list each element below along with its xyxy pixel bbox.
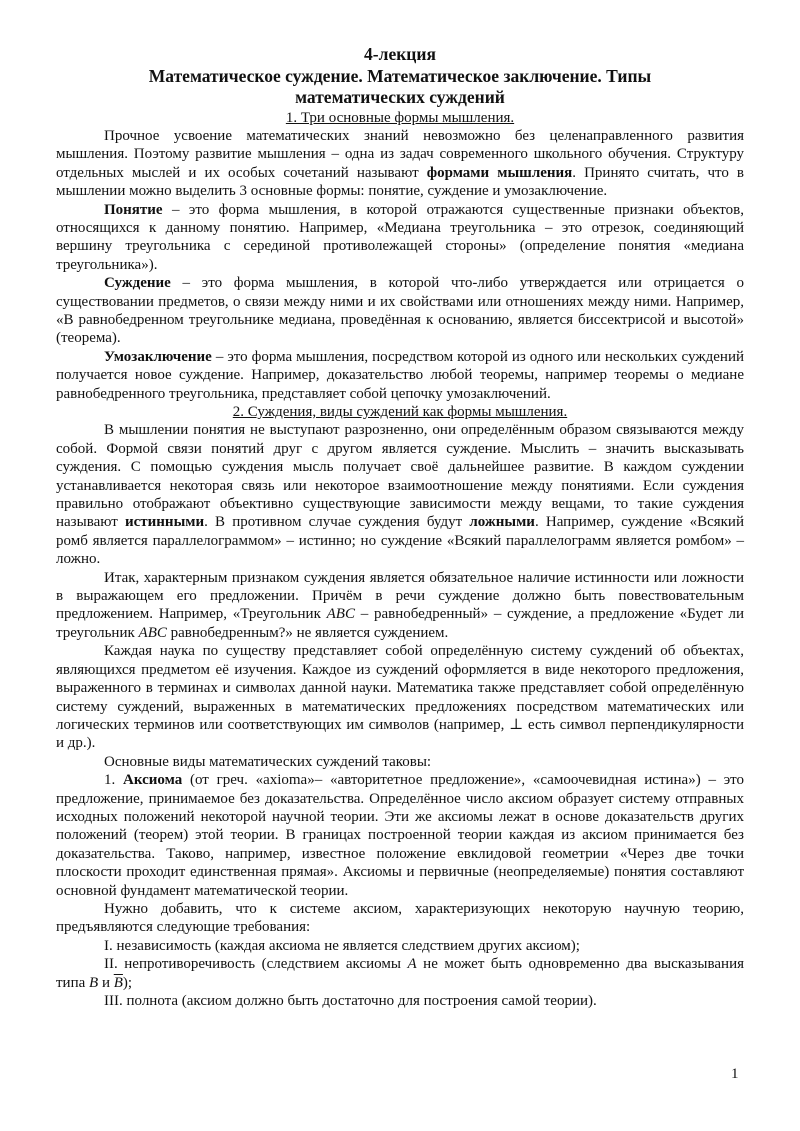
math-b: B bbox=[89, 974, 99, 991]
text: . Принято считать, что в мышлении можно выделить 3 основные формы: понятие, суждение и умозаключение. bbox=[56, 164, 744, 200]
text: не может быть одновременно два высказывания типа bbox=[56, 956, 745, 991]
text: – это форма мышления, посредством которой из одного или нескольких суждений получается новое суждение. Например, доказательство любой теоремы, например теоремы о медиане равнобедренного треугольника, представляет собой цепочку умозаключений. bbox=[56, 348, 744, 402]
text: Итак, характерным признаком суждения является обязательное наличие истинности или ложности в выражающем его предложении. Причём в речи суждение должно быть повествовательным предложением. Например, «Треугольник bbox=[56, 569, 744, 623]
paragraph-truth-feature bbox=[56, 569, 744, 643]
title-line-2: математических суждений bbox=[295, 87, 505, 107]
text: . В противном случае суждения будут bbox=[204, 514, 470, 531]
text: Каждая наука по существу представляет собой определённую систему суждений об объектах, являющихся предметом её изучения. Каждое из суждений оформляется в виде некоторого предложения, выраженного в терминах и символах данной науки. Математика также представляет собой определённую систему суждений, выраженных в математических предложениях посредством математических или логических терминов или соответствующих им символов (например, ⊥ есть символ перпендикулярности и др.). bbox=[56, 643, 744, 752]
text: и bbox=[98, 974, 114, 991]
section-heading-2: 2. Суждения, виды суждений как формы мышления. bbox=[232, 404, 568, 420]
term-judgment: Суждение bbox=[104, 275, 171, 292]
term-forms-of-thinking: формами мышления bbox=[426, 164, 573, 181]
text: (от греч. «axioma»– «авторитетное предложение», «самоочевидная истина») – это предложение, принимаемое без доказательства. Определённое число аксиом образует систему отправных исходных положений некоторой научной теории. Эти же аксиомы лежат в основе доказательств других положений (теорем) этой теории. В границах построенной теории каждая из аксиом принимается без доказательства. Таково, например, известное положение евклидовой геометрии «Через две точки плоскости проходит единственная прямая». Аксиомы и первичные (неопределяемые) понятия составляют основной фундамент математической теории. bbox=[56, 772, 744, 899]
text: – равнобедренный» – суждение, а предложение «Будет ли треугольник bbox=[56, 606, 744, 641]
text: В мышлении понятия не выступают разрозненно, они определённым образом связываются между собой. Формой связи понятий друг с другом является суждение. Мыслить – значить высказывать суждения. С помощью суждения мысль получает своё дальнейшее развитие. В каждом суждении устанавливается некоторая связь или некоторое взаимоотношение между понятиями. Если суждения правильно отображают объективно существующие зависимости между вещами, то такие суждения называют bbox=[56, 422, 744, 531]
text: . Например, суждение «Всякий ромб является параллелограммом» – истинно; но суждение «Всякий параллелограмм является ромбом» – ложно. bbox=[56, 514, 744, 568]
paragraph-judgment bbox=[56, 274, 744, 348]
paragraph-requirements bbox=[56, 900, 744, 937]
paragraph-axiom bbox=[56, 771, 744, 900]
text: Основные виды математических суждений таковы: bbox=[104, 753, 432, 770]
term-true: истинными bbox=[124, 514, 205, 531]
text: ); bbox=[122, 974, 133, 991]
text: Прочное усвоение математических знаний невозможно без целенаправленного развития мышления. Поэтому развитие мышления – одна из задач современного школьного обучения. Структуру отдельных мыслей и их особых сочетаний называют bbox=[56, 127, 744, 181]
section-heading-1: 1. Три основные формы мышления. bbox=[285, 109, 515, 126]
paragraph-science-system bbox=[56, 642, 744, 752]
text: 1. bbox=[104, 772, 123, 789]
paragraph-judgments-connection bbox=[56, 421, 744, 568]
term-inference: Умозаключение bbox=[104, 348, 212, 365]
math-abc: ABC bbox=[326, 606, 355, 623]
requirement-consistency bbox=[56, 955, 744, 992]
paragraph-forms-of-thinking bbox=[56, 127, 744, 201]
page-number: 1 bbox=[731, 1066, 739, 1082]
paragraph-inference bbox=[56, 348, 744, 403]
document-page bbox=[56, 44, 744, 1010]
term-concept: Понятие bbox=[104, 201, 163, 218]
math-a: A bbox=[407, 956, 417, 973]
paragraph-main-types bbox=[56, 753, 744, 771]
text: – это форма мышления, в которой что-либо утверждается или отрицается о существовании предметов, о связи между ними и их свойствами или отношениях между ними. Например, «В равнобедренном треугольнике медиана, проведённая к основанию, является биссектрисой и высотой» (теорема). bbox=[56, 275, 744, 347]
math-abc: ABC bbox=[138, 624, 167, 641]
term-false: ложными bbox=[469, 514, 535, 531]
math-b-negation: $\overline{B}$ bbox=[113, 974, 123, 991]
requirement-independence bbox=[56, 937, 744, 955]
term-axiom: Аксиома bbox=[123, 772, 183, 789]
text: II. непротиворечивость (следствием аксиомы bbox=[104, 956, 408, 973]
requirement-completeness bbox=[56, 992, 744, 1010]
text: Нужно добавить, что к системе аксиом, характеризующих некоторую научную теорию, предъявляются следующие требования: bbox=[56, 900, 744, 936]
lecture-number: 4-лекция bbox=[364, 44, 436, 64]
text: III. полнота (аксиом должно быть достаточно для построения самой теории). bbox=[104, 993, 597, 1009]
text: равнобедренным?» не является суждением. bbox=[166, 624, 449, 641]
text: I. независимость (каждая аксиома не является следствием других аксиом); bbox=[104, 937, 580, 954]
paragraph-concept bbox=[56, 201, 744, 275]
title-line-1: Математическое суждение. Математическое заключение. Типы bbox=[148, 65, 652, 86]
text: – это форма мышления, в которой отражаются существенные признаки объектов, относящихся к данному понятию. Например, «Медиана треугольника – это отрезок, соединяющий вершину треугольника с серединой противолежащей стороны» (определение понятия «медиана треугольника»). bbox=[56, 201, 744, 273]
